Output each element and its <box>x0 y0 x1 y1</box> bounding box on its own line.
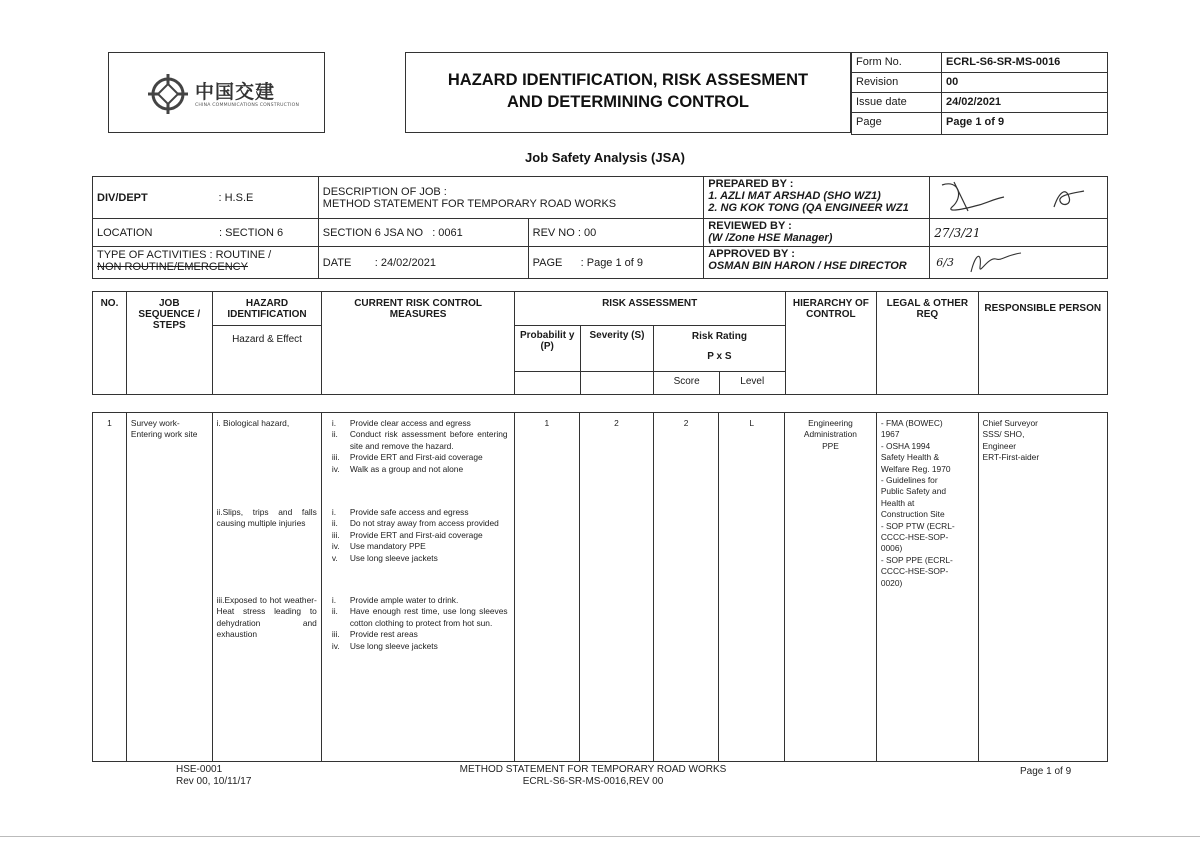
control-item: ii. Have enough rest time, use long sleeves cotton clothing to protect from hot sun. <box>331 606 508 628</box>
document-title-line-2: AND DETERMINING CONTROL <box>507 93 749 111</box>
approved-date: 6/3 <box>936 256 954 269</box>
description-value: METHOD STATEMENT FOR TEMPORARY ROAD WORKS <box>322 197 617 210</box>
rev-no-cell: REV NO : 00 <box>528 219 704 247</box>
col-no: NO. <box>93 292 127 395</box>
responsible-line: Engineer <box>982 440 1017 451</box>
footer-right: Page 1 of 9 <box>1020 766 1072 777</box>
page-value: Page 1 of 9 <box>942 113 1108 135</box>
col-severity: Severity (S) <box>580 326 654 372</box>
logo-box <box>108 52 325 133</box>
col-pxs: P x S <box>654 351 785 372</box>
hierarchy-item: Engineering <box>808 418 853 428</box>
control-item: iv. Use mandatory PPE <box>331 541 426 552</box>
page-label: Page <box>852 113 942 135</box>
revision-value: 00 <box>942 73 1108 93</box>
legal-line: Construction Site <box>880 509 945 520</box>
description-cell <box>318 177 704 219</box>
legal-line: Public Safety and <box>880 486 947 497</box>
prepared-by-1: 1. AZLI MAT ARSHAD (SHO WZ1) <box>708 190 881 202</box>
controls-list-1 <box>332 418 508 475</box>
control-item: i. Provide clear access and egress <box>331 418 471 428</box>
row-responsible <box>978 413 1107 762</box>
page-edge-line <box>0 836 1200 837</box>
hazard-2: ii.Slips, trips and falls causing multiple injuries <box>216 507 317 529</box>
hierarchy-item: Administration <box>803 429 857 440</box>
footer-left-2: Rev 00, 10/11/17 <box>176 776 252 787</box>
form-no-label: Form No. <box>852 53 942 73</box>
location-cell <box>93 219 319 247</box>
reviewed-by-cell <box>704 219 930 247</box>
hazard-column-header <box>92 291 1108 395</box>
date-label: DATE <box>322 256 352 269</box>
date-cell <box>318 247 528 279</box>
form-no-value: ECRL-S6-SR-MS-0016 <box>942 53 1108 73</box>
controls-list-3 <box>332 595 508 652</box>
legal-line: 1967 <box>880 429 900 440</box>
legal-line: CCCC-HSE-SOP- <box>880 566 949 577</box>
control-item: ii. Conduct risk assessment before entering site and remove the hazard. <box>331 429 508 451</box>
div-dept-label: DIV/DEPT <box>97 191 148 204</box>
col-risk-rating: Risk Rating <box>654 326 785 351</box>
reviewed-by-value: (W /Zone HSE Manager) <box>708 232 833 244</box>
page-cell-label: PAGE <box>532 256 563 269</box>
type-activities-strike: NON ROUTINE/EMERGENCY <box>97 261 248 273</box>
row-hierarchy <box>785 413 877 762</box>
signature-icon <box>934 177 1104 217</box>
legal-line: - SOP PPE (ECRL- <box>880 554 953 565</box>
revision-label: Revision <box>852 73 942 93</box>
col-job-sequence: JOB SEQUENCE / STEPS <box>126 292 212 395</box>
legal-line: Welfare Reg. 1970 <box>880 463 951 474</box>
row-hazards-cell <box>212 413 321 762</box>
row-job-step: Survey work- Entering work site <box>126 413 212 762</box>
row-score: 2 <box>653 413 719 762</box>
reviewed-by-label: REVIEWED BY : <box>708 220 792 232</box>
responsible-line: ERT-First-aider <box>982 452 1040 463</box>
prepared-by-label: PREPARED BY : <box>708 178 794 190</box>
logo-subtext: CHINA COMMUNICATIONS CONSTRUCTION <box>195 103 300 108</box>
reviewed-date-cell: 27/3/21 <box>930 219 1108 247</box>
legal-line: - FMA (BOWEC) <box>880 418 943 428</box>
control-item: iii. Provide ERT and First-aid coverage <box>331 452 483 463</box>
approved-by-cell <box>704 247 930 279</box>
legal-line: Health at <box>880 497 915 508</box>
control-item: i. Provide ample water to drink. <box>331 595 459 605</box>
footer-left-1: HSE-0001 <box>176 764 223 775</box>
legal-line: 0020) <box>880 577 903 588</box>
approved-signature-icon <box>966 247 1086 277</box>
approved-signature-cell <box>930 247 1108 279</box>
document-title-line-1: HAZARD IDENTIFICATION, RISK ASSESMENT <box>447 71 809 89</box>
div-dept-value: : H.S.E <box>218 191 254 204</box>
row-no: 1 <box>93 413 127 762</box>
approved-by-value: OSMAN BIN HARON / HSE DIRECTOR <box>708 260 907 272</box>
page-cell <box>528 247 704 279</box>
controls-list-2 <box>332 507 508 564</box>
hierarchy-item: PPE <box>822 440 839 451</box>
row-probability: 1 <box>514 413 580 762</box>
legal-line: 0006) <box>880 543 903 554</box>
control-item: iv. Walk as a group and not alone <box>331 463 464 474</box>
legal-line: - SOP PTW (ECRL- <box>880 520 955 531</box>
col-score: Score <box>654 372 720 395</box>
col-current-control: CURRENT RISK CONTROL MEASURES <box>322 292 514 395</box>
issue-date-label: Issue date <box>852 93 942 113</box>
responsible-line: Chief Surveyor <box>982 418 1038 428</box>
description-label: DESCRIPTION OF JOB : <box>322 185 447 198</box>
control-item: i. Provide safe access and egress <box>331 507 469 517</box>
approved-by-label: APPROVED BY : <box>708 248 795 260</box>
row-severity: 2 <box>580 413 654 762</box>
col-responsible: RESPONSIBLE PERSON <box>978 292 1107 395</box>
location-value: : SECTION 6 <box>219 227 284 239</box>
prepared-by-cell <box>704 177 930 219</box>
control-item: v. Use long sleeve jackets <box>331 552 438 563</box>
col-probability: Probabilit y (P) <box>514 326 580 372</box>
col-hazard-effect: Hazard & Effect <box>212 326 322 395</box>
hazard-1: i. Biological hazard, <box>216 418 290 428</box>
responsible-line: SSS/ SHO, <box>982 429 1025 440</box>
row-legal <box>876 413 978 762</box>
page-cell-value: : Page 1 of 9 <box>580 257 644 269</box>
legal-line: Safety Health & <box>880 452 940 463</box>
form-info-table <box>851 52 1108 135</box>
col-hazard-identification: HAZARD IDENTIFICATION <box>212 292 322 326</box>
col-risk-assessment: RISK ASSESSMENT <box>514 292 785 326</box>
row-level: L <box>719 413 785 762</box>
control-item: iv. Use long sleeve jackets <box>331 640 438 651</box>
jsa-no-cell: SECTION 6 JSA NO : 0061 <box>318 219 528 247</box>
type-activities-label: TYPE OF ACTIVITIES : ROUTINE / <box>97 249 272 261</box>
col-legal: LEGAL & OTHER REQ <box>877 292 978 395</box>
legal-line: - OSHA 1994 <box>880 440 931 451</box>
legal-line: CCCC-HSE-SOP- <box>880 532 949 543</box>
col-probability-blank <box>514 372 580 395</box>
control-item: ii. Do not stray away from access provided <box>331 518 499 529</box>
logo-text: 中国交建 <box>195 81 276 103</box>
col-hierarchy: HIERARCHY OF CONTROL <box>785 292 877 395</box>
div-dept-cell <box>93 177 319 219</box>
col-severity-blank <box>580 372 654 395</box>
footer-center-1: METHOD STATEMENT FOR TEMPORARY ROAD WORKS <box>459 764 727 775</box>
date-value: : 24/02/2021 <box>374 257 436 269</box>
hazard-3: iii.Exposed to hot weather- Heat stress leading to dehydration and exhaustion <box>216 595 317 640</box>
hazard-row-table <box>92 412 1108 762</box>
prepared-by-2: 2. NG KOK TONG (QA ENGINEER WZ1 <box>708 202 909 214</box>
location-label: LOCATION <box>97 226 153 239</box>
col-level: Level <box>719 372 785 395</box>
row-controls-cell <box>321 413 514 762</box>
footer-center-2: ECRL-S6-SR-MS-0016,REV 00 <box>522 776 664 787</box>
control-item: iii. Provide rest areas <box>331 629 418 640</box>
prepared-signature-cell <box>930 177 1108 219</box>
jsa-title: Job Safety Analysis (JSA) <box>525 150 685 165</box>
company-logo-icon <box>146 72 190 116</box>
legal-line: - Guidelines for <box>880 475 938 486</box>
type-activities-cell <box>93 247 319 279</box>
job-info-table <box>92 176 1108 279</box>
control-item: iii. Provide ERT and First-aid coverage <box>331 529 483 540</box>
issue-date-value: 24/02/2021 <box>942 93 1108 113</box>
